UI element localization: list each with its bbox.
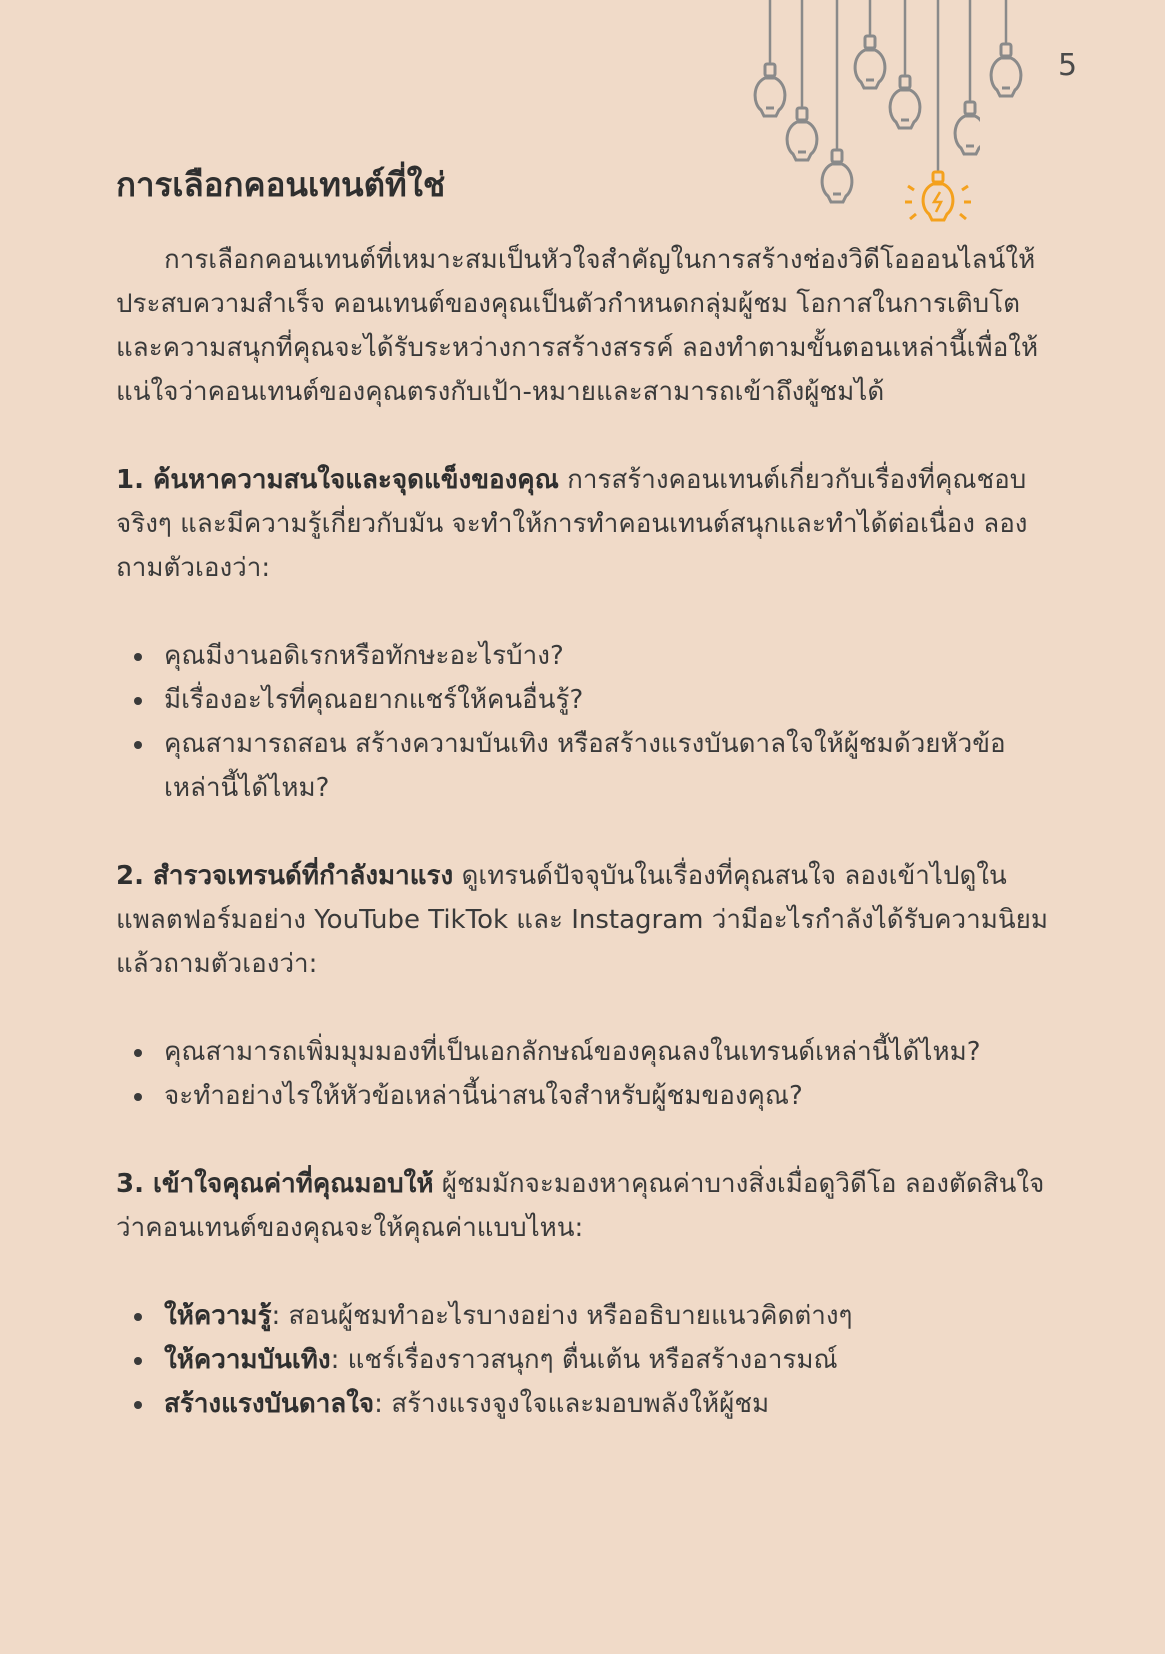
section-3-list <box>116 1294 1056 1426</box>
section-1-list <box>116 634 1056 810</box>
list-item: คุณสามารถสอน สร้างความบันเทิง หรือสร้างแรงบันดาลใจให้ผู้ชมด้วยหัวข้อเหล่านี้ได้ไหม? <box>116 722 1056 810</box>
lightbulb-icon <box>787 108 817 160</box>
lightbulb-icon <box>890 76 920 128</box>
hanging-lightbulbs-illustration <box>740 0 980 240</box>
section-body: ผู้ชมมักจะมองหาคุณค่าบางสิ่งเมื่อดูวิดีโอ ลองตัดสินใจว่าคอนเทนต์ของคุณจะให้คุณค่าแบบไหน: <box>116 1169 1045 1243</box>
section-3-paragraph <box>116 1162 1056 1250</box>
lightbulb-icon <box>755 64 785 116</box>
list-item: มีเรื่องอะไรที่คุณอยากแชร์ให้คนอื่นรู้? <box>116 678 1056 722</box>
list-item: คุณสามารถเพิ่มมุมมองที่เป็นเอกลักษณ์ของคุณลงในเทรนด์เหล่านี้ได้ไหม? <box>116 1030 1056 1074</box>
page-title: การเลือกคอนเทนต์ที่ใช่ <box>116 165 446 204</box>
main-content <box>116 238 1056 1426</box>
bullet-text: : แชร์เรื่องราวสนุกๆ ตื่นเต้น หรือสร้างอารมณ์ <box>330 1345 838 1375</box>
bullet-term: สร้างแรงบันดาลใจ <box>164 1389 375 1419</box>
section-2-list <box>116 1030 1056 1118</box>
list-item <box>116 1382 1056 1426</box>
page-number: 5 <box>1058 48 1078 83</box>
section-body: ดูเทรนด์ปัจจุบันในเรื่องที่คุณสนใจ ลองเข้าไปดูในแพลตฟอร์มอย่าง YouTube TikTok และ Instagram ว่ามีอะไรกำลังได้รับความนิยม แล้วถามตัวเองว่า: <box>116 861 1048 979</box>
lightbulb-icon <box>955 102 980 154</box>
bullet-term: ให้ความรู้ <box>164 1301 272 1331</box>
lit-lightbulb-icon <box>905 172 971 220</box>
list-item: คุณมีงานอดิเรกหรือทักษะอะไรบ้าง? <box>116 634 1056 678</box>
section-body: การสร้างคอนเทนต์เกี่ยวกับเรื่องที่คุณชอบจริงๆ และมีความรู้เกี่ยวกับมัน จะทำให้การทำคอนเทนต์สนุกและทำได้ต่อเนื่อง ลองถามตัวเองว่า: <box>116 465 1028 583</box>
list-item <box>116 1294 1056 1338</box>
intro-paragraph: การเลือกคอนเทนต์ที่เหมาะสมเป็นหัวใจสำคัญในการสร้างช่องวิดีโอออนไลน์ให้ประสบความสำเร็จ คอนเทนต์ของคุณเป็นตัวกำหนดกลุ่มผู้ชม โอกาสในการเติบโต และความสนุกที่คุณจะได้รับระหว่างการสร้างสรรค์ ลองทำตามขั้นตอนเหล่านี้เพื่อให้แน่ใจว่าคอนเทนต์ของคุณตรงกับเป้า-หมายและสามารถเข้าถึงผู้ชมได้ <box>116 245 1039 407</box>
section-heading: 1. ค้นหาความสนใจและจุดแข็งของคุณ <box>116 465 559 495</box>
section-heading: 3. เข้าใจคุณค่าที่คุณมอบให้ <box>116 1169 434 1199</box>
list-item: จะทำอย่างไรให้หัวข้อเหล่านี้น่าสนใจสำหรับผู้ชมของคุณ? <box>116 1074 1056 1118</box>
lightbulb-icon <box>855 36 885 88</box>
lightbulb-icon-right <box>986 0 1026 110</box>
bullet-text: : สร้างแรงจูงใจและมอบพลังให้ผู้ชม <box>374 1389 770 1419</box>
list-item <box>116 1338 1056 1382</box>
lightbulb-icon <box>822 150 852 202</box>
section-1-paragraph <box>116 458 1056 590</box>
section-2-paragraph <box>116 854 1056 986</box>
bullet-text: : สอนผู้ชมทำอะไรบางอย่าง หรืออธิบายแนวคิดต่างๆ <box>271 1301 853 1331</box>
section-heading: 2. สำรวจเทรนด์ที่กำลังมาแรง <box>116 861 454 891</box>
bullet-term: ให้ความบันเทิง <box>164 1345 331 1375</box>
